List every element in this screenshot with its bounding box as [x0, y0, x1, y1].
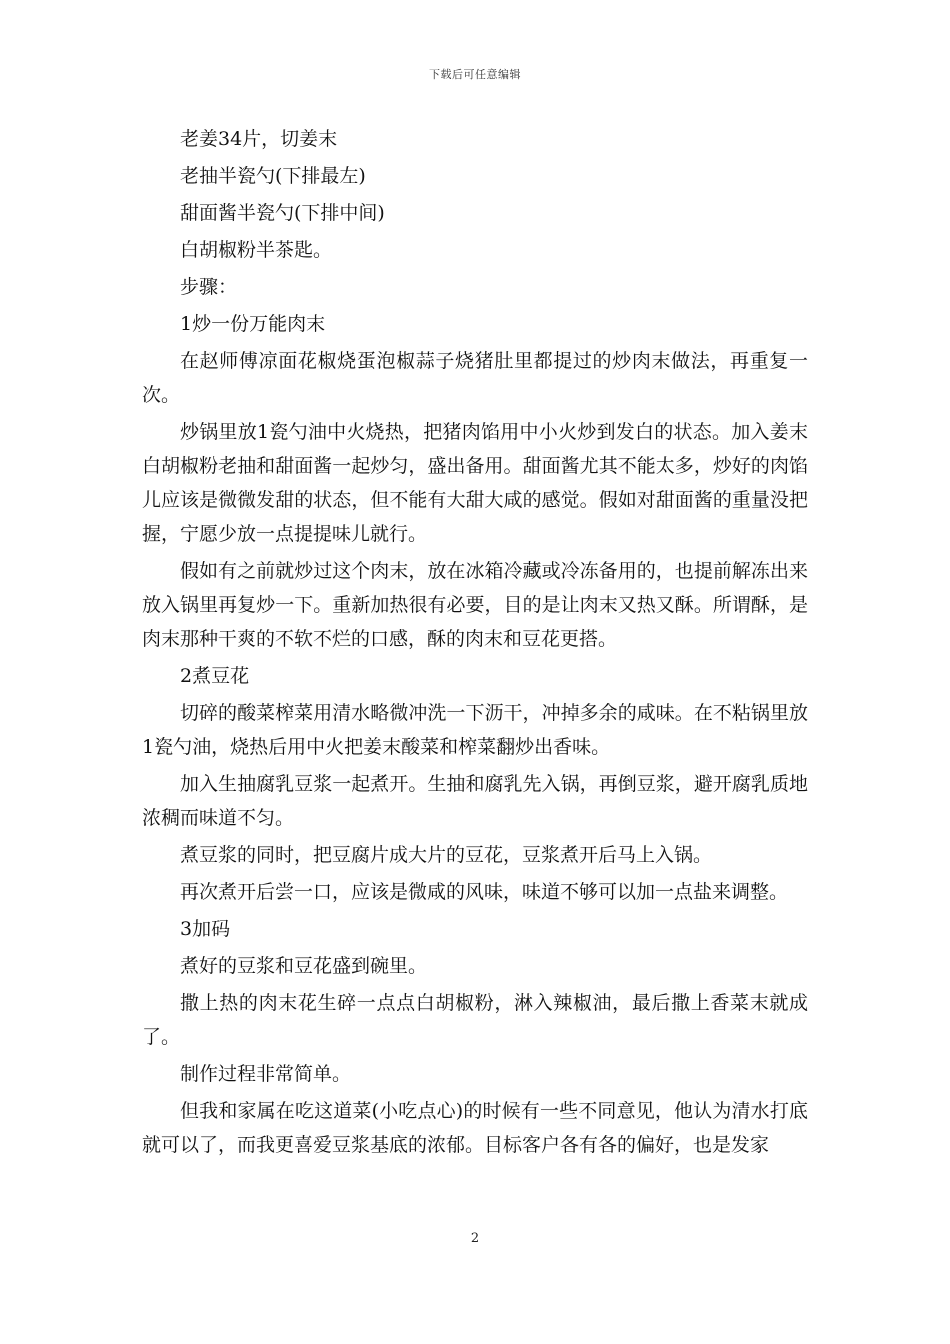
page-number: 2 [470, 1231, 480, 1246]
paragraph: 步骤： [180, 276, 238, 298]
paragraph: 在赵师傅凉面花椒烧蛋泡椒蒜子烧猪肚里都提过的炒肉末做法，再重复一次。 [142, 350, 808, 406]
section-heading: 3加码 [180, 918, 231, 940]
paragraph: 炒锅里放1瓷勺油中火烧热，把猪肉馅用中小火炒到发白的状态。加入姜末白胡椒粉老抽和甜面酱一起炒匀，盛出备用。甜面酱尤其不能太多，炒好的肉馅儿应该是微微发甜的状态，但不能有大甜大咸的感觉。假如对甜面酱的重量没把握，宁愿少放一点提提味儿就行。 [142, 421, 808, 545]
document-body [142, 122, 808, 1165]
paragraph: 白胡椒粉半茶匙。 [180, 239, 333, 261]
paragraph: 但我和家属在吃这道菜(小吃点心)的时候有一些不同意见，他认为清水打底就可以了，而我更喜爱豆浆基底的浓郁。目标客户各有各的偏好，也是发家 [142, 1100, 808, 1156]
paragraph: 制作过程非常简单。 [180, 1063, 352, 1085]
paragraph: 甜面酱半瓷勺(下排中间) [180, 202, 385, 224]
paragraph: 假如有之前就炒过这个肉末，放在冰箱冷藏或冷冻备用的，也提前解冻出来放入锅里再复炒一下。重新加热很有必要，目的是让肉末又热又酥。所谓酥，是肉末那种干爽的不软不烂的口感，酥的肉末和豆花更搭。 [142, 560, 808, 650]
paragraph: 切碎的酸菜榨菜用清水略微冲洗一下沥干，冲掉多余的咸味。在不粘锅里放1瓷勺油，烧热后用中火把姜末酸菜和榨菜翻炒出香味。 [142, 702, 808, 758]
paragraph: 再次煮开后尝一口，应该是微咸的风味，味道不够可以加一点盐来调整。 [180, 881, 789, 903]
paragraph: 加入生抽腐乳豆浆一起煮开。生抽和腐乳先入锅，再倒豆浆，避开腐乳质地浓稠而味道不匀。 [142, 773, 808, 829]
paragraph: 煮豆浆的同时，把豆腐片成大片的豆花，豆浆煮开后马上入锅。 [180, 844, 713, 866]
section-heading: 1炒一份万能肉末 [180, 313, 326, 335]
paragraph: 煮好的豆浆和豆花盛到碗里。 [180, 955, 428, 977]
paragraph: 老抽半瓷勺(下排最左) [180, 165, 366, 187]
page-header: 下载后可任意编辑 [429, 68, 521, 81]
section-heading: 2煮豆花 [180, 665, 250, 687]
paragraph: 撒上热的肉末花生碎一点点白胡椒粉，淋入辣椒油，最后撒上香菜末就成了。 [142, 992, 808, 1048]
paragraph: 老姜34片，切姜末 [180, 128, 338, 150]
